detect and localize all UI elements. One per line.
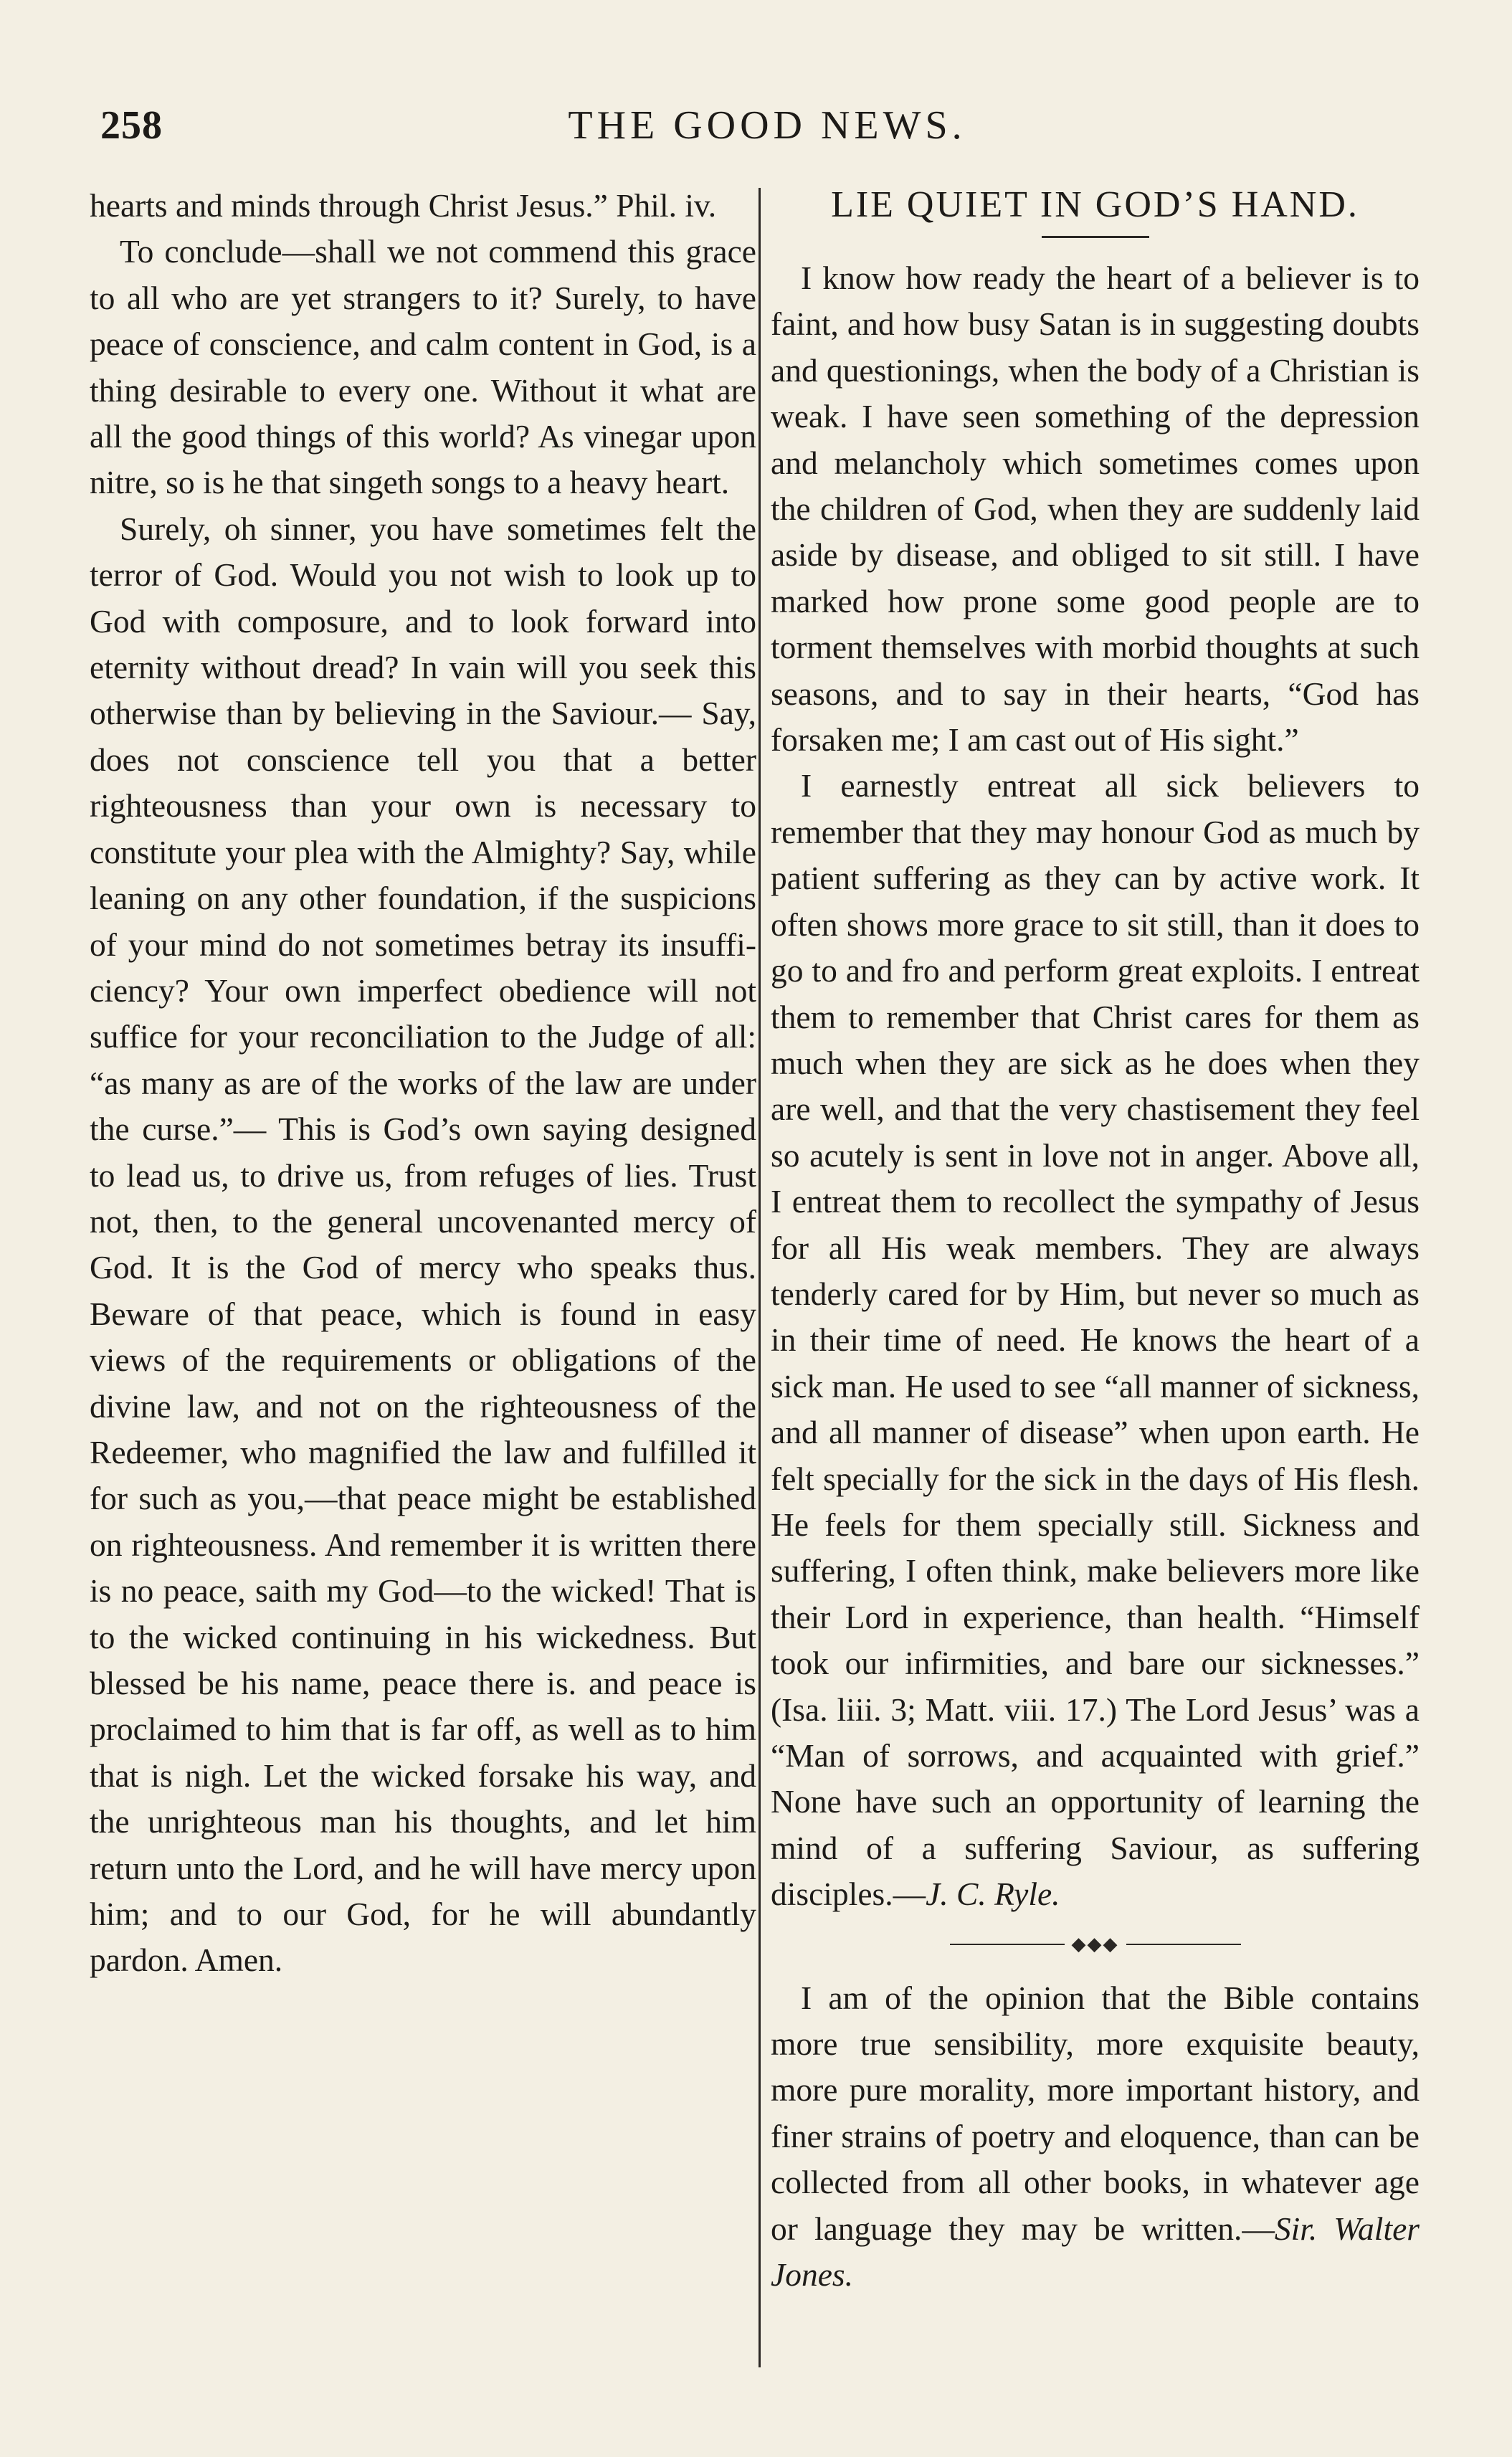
paragraph (771, 763, 1420, 1917)
divider-line (1126, 1944, 1241, 1945)
paragraph: To conclude—shall we not commend this grace to all who are yet strangers to it? Surely, to have peace of conscience, and calm content in God, is a thing desirable to every one. Without it what are all the good things of this world? As vinegar upon nitre, so is he that singeth songs to a heavy heart. (90, 233, 756, 501)
quote-attribution: Sir. Walter Jones. (771, 2210, 1420, 2294)
paragraph: Surely, oh sinner, you have sometimes felt the terror of God. Would you not wish to look up to God with composure, and to look forward into eternity without dread? In vain will you seek this otherwise than by believing in the Saviour.— Say, does not conscience tell you that a better righteousness than your own is necessary to constitute your plea with the Almighty? Say, while leaning on any other foundation, if the suspicions of your mind do not sometimes betray its insufficiency? Your own imperfect obedience will not suffice for your reconciliation to the Judge of all: “as many as are of the works of the law are under the curse.”— This is God’s own saying designed to lead us, to drive us, from refuges of lies. Trust not, then, to the general uncovenanted mercy of God. It is the God of mercy who speaks thus. Beware of that peace, which is found in easy views of the requirements or obligations of the divine law, and not on the righteousness of the Redeemer, who magnified the law and fulfilled it for such as you,—that peace might be established on righteousness. And remember it is written there is no peace, saith my God—to the wicked! That is to the wicked continuing in his wickedness. But blessed be his name, peace there is. and peace is proclaimed to him that is far off, as well as to him that is nigh. Let the wicked forsake his way, and the unrighteous man his thoughts, and let him return unto the Lord, and he will have mercy upon him; and to our God, for he will abundantly pardon. Amen. (90, 510, 756, 1979)
quote-text: I am of the opinion that the Bible contains more true sensibility, more exquisite beauty, more pure morality, more important history, and finer strains of poetry and eloquence, than can be collected from all other books, in whatever age or language they may be written.— (771, 1979, 1420, 2247)
left-column (90, 183, 756, 1984)
paragraph-text: I earnestly entreat all sick believers to remember that they may honour God as much by patient suffering as they can by active work. It often shows more grace to sit still, than it does to go to and fro and perform great exploits. I entreat them to remember that Christ cares for them as much when they are sick as he does when they are well, and that the very chastisement they feel so acutely is sent in love not in anger. Above all, I entreat them to recollect the sympathy of Jesus for all His weak members. They are always tenderly cared for by Him, but never so much as in their time of need. He knows the heart of a sick man. He used to see “all manner of sickness, and all manner of disease” when upon earth. He felt specially for the sick in the days of His flesh. He feels for them specially still. Sickness and suffering, I often think, make believers more like their Lord in experience, than health. “Himself took our infirmities, and bare our sicknesses.” (Isa. liii. 3; Matt. viii. 17.) The Lord Jesus’ was a “Man of sorrows, and acquainted with grief.” None have such an opportunity of learning the mind of a suffering Saviour, as suffering disciples.— (771, 767, 1420, 1913)
running-head: THE GOOD NEWS. (568, 103, 966, 148)
column-divider (759, 188, 761, 2367)
quote-paragraph (771, 1975, 1420, 2299)
article-title: LIE QUIET IN GOD’S HAND. (831, 184, 1359, 225)
right-column (771, 183, 1420, 2299)
page-number: 258 (100, 103, 163, 148)
divider-line (950, 1944, 1065, 1945)
diamond-ornament-icon: ◆◆◆ (1071, 1933, 1119, 1954)
paragraph: hearts and minds through Christ Jesus.” Phil. iv. (90, 187, 717, 224)
paragraph: I know how ready the heart of a believer is to faint, and how busy Satan is in suggesting doubts and questionings, when the body of a Christian is weak. I have seen something of the depression and melancholy which sometimes comes upon the children of God, when they are suddenly laid aside by disease, and obliged to sit still. I have marked how prone some good people are to torment themselves with morbid thoughts at such seasons, and to say in their hearts, “God has forsaken me; I am cast out of His sight.” (771, 260, 1420, 759)
article-attribution: J. C. Ryle. (926, 1876, 1060, 1913)
ornament-divider (771, 1932, 1420, 1955)
title-rule (1042, 236, 1149, 238)
page-header (100, 97, 1434, 161)
